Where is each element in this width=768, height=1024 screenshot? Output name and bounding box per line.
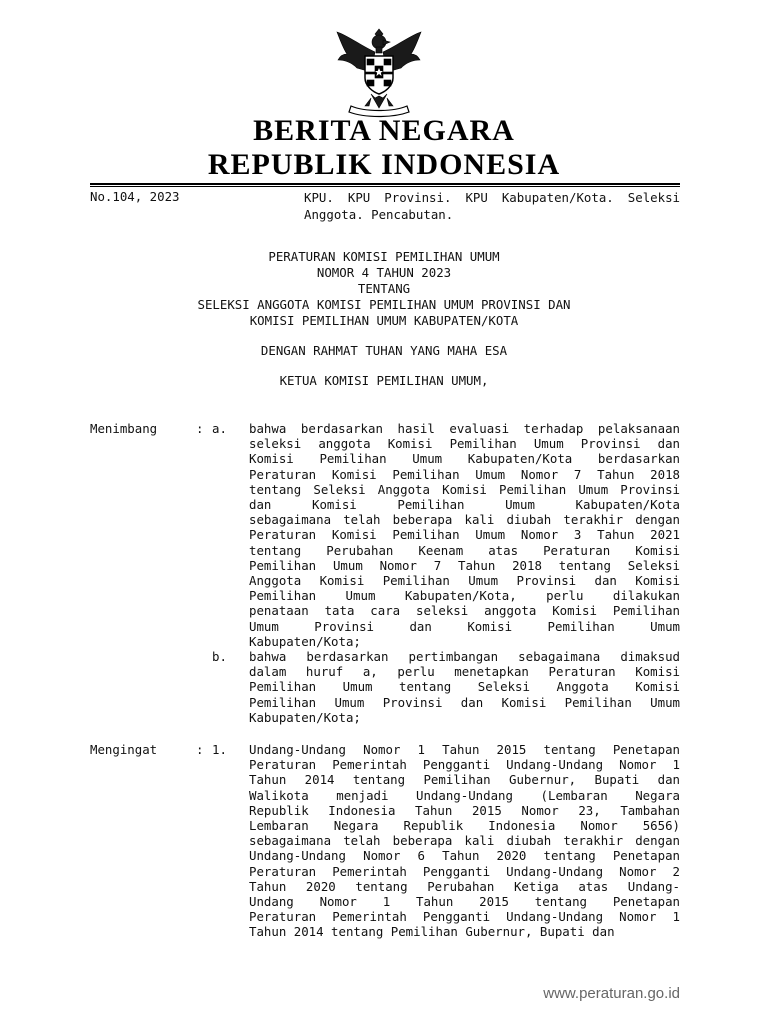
clause-line: Republik Indonesia Tahun 2015 Nomor 23, Tambahan: [249, 802, 680, 818]
clause-line: penataan tata cara seleksi anggota Komisi Pemilihan: [249, 603, 680, 619]
clause-line: sebagaimana telah beberapa kali diubah terakhir dengan: [249, 833, 680, 849]
item-marker: 1.: [212, 742, 227, 757]
masthead-title: BERITA NEGARA: [253, 114, 515, 147]
clause-line: tentang Perubahan Keenam atas Peraturan Komisi: [249, 542, 680, 558]
clause-line: Tahun 2014 tentang Pemilihan Gubernur, Bupati dan: [249, 924, 615, 940]
clause-line: Pemilihan Umum Provinsi dan Komisi Pemilihan Umum: [249, 694, 680, 710]
item-marker: a.: [212, 421, 227, 436]
clause-line: Peraturan Komisi Pemilihan Umum Nomor 7 Tahun 2018: [249, 466, 680, 482]
section-colon: :: [196, 421, 204, 436]
clause-line: Komisi Pemilihan Umum Kabupaten/Kota berdasarkan: [249, 451, 680, 467]
section-label-menimbang: Menimbang: [90, 421, 158, 436]
clause-line: seleksi anggota Komisi Pemilihan Umum Provinsi dan: [249, 436, 680, 452]
clause-line: Peraturan Komisi Pemilihan Umum Nomor 3 Tahun 2021: [249, 527, 680, 543]
menimbang-item-a: [249, 421, 680, 649]
clause-line: Umum Provinsi dan Komisi Pemilihan Umum: [249, 618, 680, 634]
masthead-rule-thin: [90, 186, 680, 187]
clause-line: Lembaran Negara Republik Indonesia Nomor 5656): [249, 818, 680, 834]
gazette-number: No.104, 2023: [90, 189, 180, 204]
mengingat-item-1: [249, 742, 680, 940]
clause-line: Kabupaten/Kota;: [249, 709, 361, 725]
clause-line: Undang-Undang Nomor 1 Tahun 2015 tentang Penetapan: [249, 742, 680, 757]
clause-line: Walikota menjadi Undang-Undang (Lembaran Negara: [249, 787, 680, 803]
clause-line: Kabupaten/Kota;: [249, 633, 361, 649]
title-line: TENTANG: [357, 281, 411, 296]
section-label-mengingat: Mengingat: [90, 742, 158, 757]
clause-line: Pemilihan Umum Nomor 7 Tahun 2018 tentang Seleksi: [249, 557, 680, 573]
title-line: PERATURAN KOMISI PEMILIHAN UMUM: [268, 249, 500, 264]
clause-line: Undang Nomor 1 Tahun 2015 tentang Penetapan: [249, 894, 680, 910]
clause-line: Peraturan Pemerintah Pengganti Undang-Undang Nomor 1: [249, 909, 680, 925]
clause-line: Peraturan Pemerintah Pengganti Undang-Undang Nomor 1: [249, 757, 680, 773]
clause-line: Anggota Komisi Pemilihan Umum Provinsi dan Komisi: [249, 573, 680, 589]
menimbang-item-b: [249, 649, 680, 725]
title-line: KOMISI PEMILIHAN UMUM KABUPATEN/KOTA: [249, 313, 519, 328]
title-line: SELEKSI ANGGOTA KOMISI PEMILIHAN UMUM PROVINSI DAN: [197, 297, 571, 312]
clause-line: bahwa berdasarkan hasil evaluasi terhadap pelaksanaan: [249, 421, 680, 436]
clause-line: Pemilihan Umum tentang Seleksi Anggota Komisi: [249, 679, 680, 695]
clause-line: dan Komisi Pemilihan Umum Kabupaten/Kota: [249, 497, 680, 513]
clause-line: tentang Seleksi Anggota Komisi Pemilihan Umum Provinsi: [249, 481, 680, 497]
clause-line: sebagaimana telah beberapa kali diubah terakhir dengan: [249, 512, 680, 528]
masthead-subtitle: REPUBLIK INDONESIA: [207, 148, 561, 181]
clause-line: Undang-Undang Nomor 6 Tahun 2020 tentang Penetapan: [249, 848, 680, 864]
clause-line: Pemilihan Umum Kabupaten/Kota, perlu dilakukan: [249, 588, 680, 604]
garuda-emblem-icon: [331, 28, 427, 118]
clause-line: dalam huruf a, perlu menetapkan Peraturan Komisi: [249, 664, 680, 680]
footer-url-link[interactable]: www.peraturan.go.id: [543, 985, 680, 1002]
authority: KETUA KOMISI PEMILIHAN UMUM,: [279, 373, 489, 388]
clause-line: Tahun 2014 tentang Pemilihan Gubernur, Bupati dan: [249, 772, 680, 788]
section-colon: :: [196, 742, 204, 757]
invocation: DENGAN RAHMAT TUHAN YANG MAHA ESA: [260, 343, 508, 358]
gazette-topic: KPU. KPU Provinsi. KPU Kabupaten/Kota. Seleksi Anggota. Pencabutan.: [304, 190, 680, 222]
masthead-rule: [90, 183, 680, 185]
title-line: NOMOR 4 TAHUN 2023: [316, 265, 452, 280]
clause-line: Tahun 2020 tentang Perubahan Ketiga atas Undang-: [249, 878, 680, 894]
clause-line: bahwa berdasarkan pertimbangan sebagaimana dimaksud: [249, 649, 680, 664]
clause-line: Peraturan Pemerintah Pengganti Undang-Undang Nomor 2: [249, 863, 680, 879]
item-marker: b.: [212, 649, 227, 664]
